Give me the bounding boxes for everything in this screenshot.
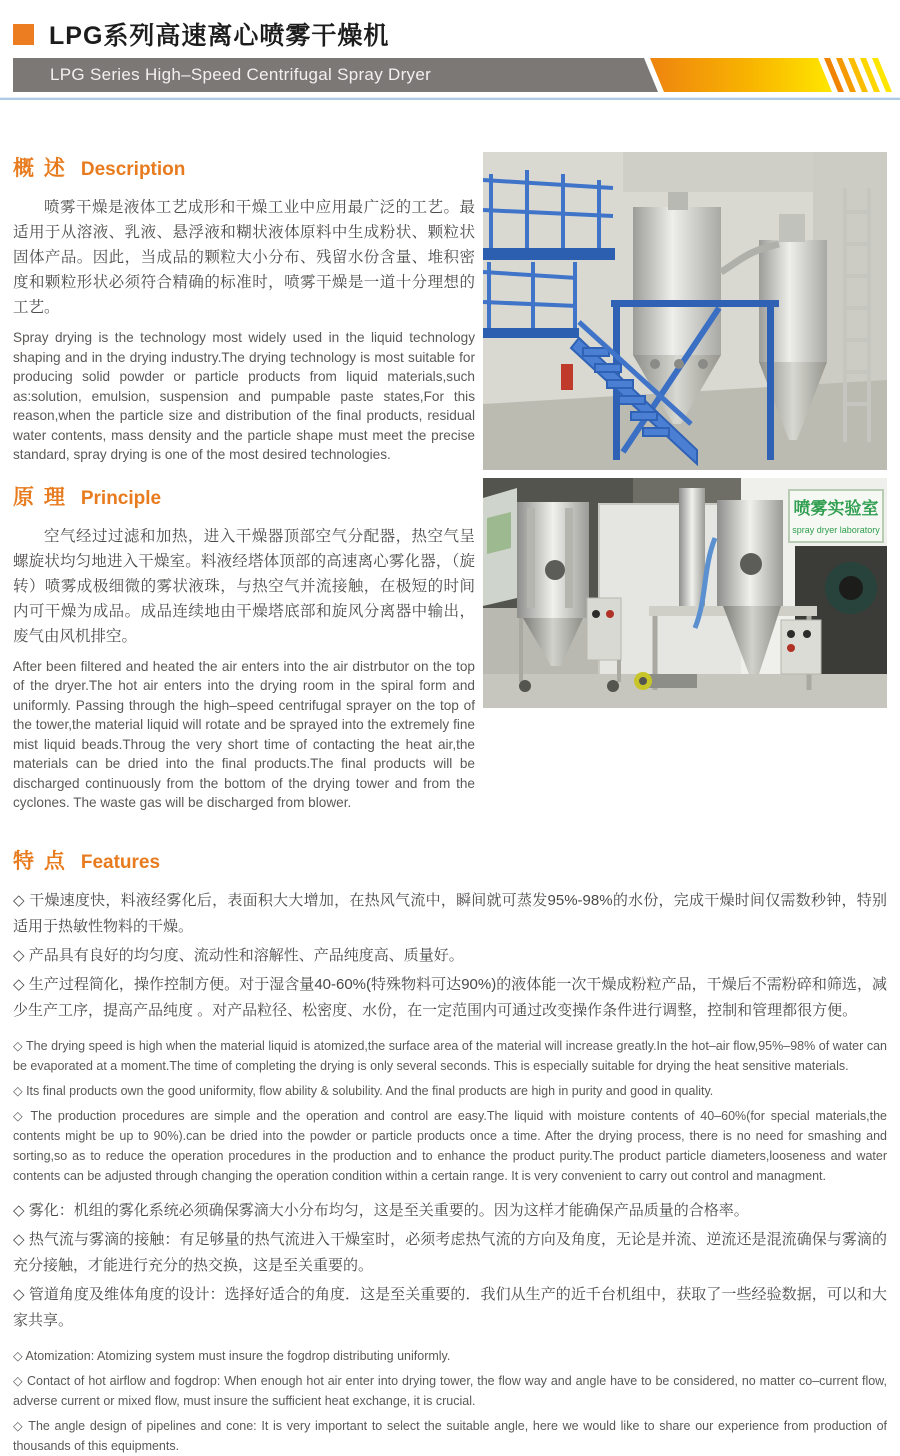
text-column [13,152,475,819]
feature-item-simplified-process-en: ◇ The production procedures are simple and the operation and control are easy.The liquid with moisture contents of 40–60%(for special materials,the contents might be up to 90%).can be dried into the powder or particle products once a time. After the drying process, there is no need for smashing and sorting,so as to reduce the operation procedures in the production and to enhance the product purity.The product particle diameters,looseness and water contents can be adjusted through changing the operation condition within a certain range. It is very convenient to carry out control and managment. [13,1108,887,1183]
header-divider [0,97,900,100]
page-header [0,0,900,58]
principle-heading-en: Principle [80,487,162,509]
feature-item-uniformity: ◇ 产品具有良好的均匀度、流动性和溶解性、产品纯度高、质量好。 [13,946,464,964]
photo-column [483,152,887,708]
laboratory-illustration [483,478,887,708]
main-content [0,152,900,819]
principle-heading [13,481,475,511]
feature-item-hot-airflow-contact: ◇ 热气流与雾滴的接触：有足够量的热气流进入干燥室时，必须考虑热气流的方向及角度，无论是并流、逆流还是混流确保与雾滴的充分接触，才能进行充分的热交换，这是至关重要的。 [13,1230,887,1274]
principle-paragraph-en: After been filtered and heated the air enters into the air distrbutor on the top of the dryer.The hot air enters into the drying room in the spiral form and uniformly. Passing through the high–speed centrifugal sprayer on the top of the tower,the material liquid will rotate and be sprayed into the extremely fine mist liquid beads.Throug the very short time of contacting the heat air,the materials can be dried into the final products.The final products will be discharged continuously from the bottom of the drying tower and from the cyclones. The waste gas will be discharged from blower. [13,658,475,810]
photo-spray-dryer-laboratory [483,478,887,708]
principle-paragraph-zh: 空气经过过滤和加热，进入干燥器顶部空气分配器，热空气呈螺旋状均匀地进入干燥室。料液经塔体顶部的高速离心雾化器，（旋转）喷雾成极细微的雾状液珠，与热空气并流接触，在极短的时间内可干燥为成品。成品连续地由干燥塔底部和旋风分离器中输出，废气由风机排空。 [13,527,475,645]
description-paragraph-zh: 喷雾干燥是液体工艺成形和干燥工业中应用最广泛的工艺。最适用于从溶液、乳液、悬浮液和糊状液体原料中生成粉状、颗粒状固体产品。因此，当成品的颗粒大小分布、残留水份含量、堆积密度和颗粒形状必须符合精确的标准时，喷雾干燥是一道十分理想的工艺。 [13,199,475,316]
feature-item-atomization-en: ◇ Atomization: Atomizing system must insure the fogdrop distributing uniformly. [13,1348,451,1363]
description-paragraph-en: Spray drying is the technology most widely used in the liquid technology shaping and in the drying industry.The drying technology is most suitable for producing solid powder or particle products from liquid materials,such as:solution, emulsion, suspension and pumpable paste states,For this reason,when the particle size and distribution of the final products, residual water contents, mass density and the particle shape must meet the precise standard, spray drying is one of the most desired technologies. [13,330,475,462]
features-heading [13,845,887,875]
description-heading-zh: 概 述 [13,157,67,180]
features-heading-en: Features [80,851,161,873]
feature-item-uniformity-en: ◇ Its final products own the good uniformity, flow ability & solubility. And the final products are high in purity and good in quality. [13,1083,714,1098]
description-heading [13,152,475,182]
feature-item-simplified-process: ◇ 生产过程简化，操作控制方便。对于湿含量40-60%(特殊物料可达90%)的液体能一次干燥成粉粒产品，干燥后不需粉碎和筛选，减少生产工序，提高产品纯度 。对产品粒径、松密度、水份，在一定范围内可通过改变操作条件进行调整，控制和管理都很方便。 [13,975,887,1019]
feature-item-pipeline-angle: ◇ 管道角度及维体角度的设计：选择好适合的角度．这是至关重要的．我们从生产的近千台机组中，获取了一些经验数据，可以和大家共享。 [13,1285,887,1329]
photo-spray-dryer-installation [483,152,887,470]
header-banner [13,58,900,92]
feature-item-atomization: ◇ 雾化：机组的雾化系统必须确保雾滴大小分布均匀，这是至关重要的。因为这样才能确保产品质量的合格率。 [13,1201,749,1219]
page-title: LPG系列高速离心喷雾干燥机 [49,22,390,50]
description-heading-en: Description [80,159,186,180]
features-heading-zh: 特 点 [13,849,67,873]
features-section [0,845,900,1456]
lab-sign-text-en: spray dryer laboratory [792,525,880,535]
lab-sign-text-zh: 喷雾实验室 [793,499,879,518]
page-subtitle: LPG Series High–Speed Centrifugal Spray Dryer [50,65,432,84]
description-section [13,152,475,465]
feature-item-drying-speed-en: ◇ The drying speed is high when the material liquid is atomized,the surface area of the material will increase greatly.In the hot–air flow,95%–98% of water can be evaporated at a moment.The time of completing the drying is only several seconds. This is especially suitable for drying the heat sensitive materials. [13,1038,887,1073]
features-list [13,888,887,1456]
feature-item-drying-speed: ◇ 干燥速度快，料液经雾化后，表面积大大增加，在热风气流中，瞬间就可蒸发95%-98%的水份，完成干燥时间仅需数秒钟，特别适用于热敏性物料的干燥。 [13,891,887,935]
lab-sign [789,490,883,542]
principle-heading-zh: 原 理 [13,485,67,509]
orange-square-bullet-icon [13,24,34,45]
feature-item-hot-airflow-contact-en: ◇ Contact of hot airflow and fogdrop: When enough hot air enter into drying tower, the flow way and angle have to be considered, no matter co–current flow, adverse current or mixed flow, must insure the sufficient heat exchange, it is crucial. [13,1373,887,1408]
installation-illustration [483,152,887,470]
banner-orange-ribbon [650,58,832,92]
feature-item-pipeline-angle-en: ◇ The angle design of pipelines and cone: It is very important to select the suitable angle, here we would like to share our experience from production of thousands of this equipments. [13,1418,887,1453]
principle-section [13,481,475,813]
